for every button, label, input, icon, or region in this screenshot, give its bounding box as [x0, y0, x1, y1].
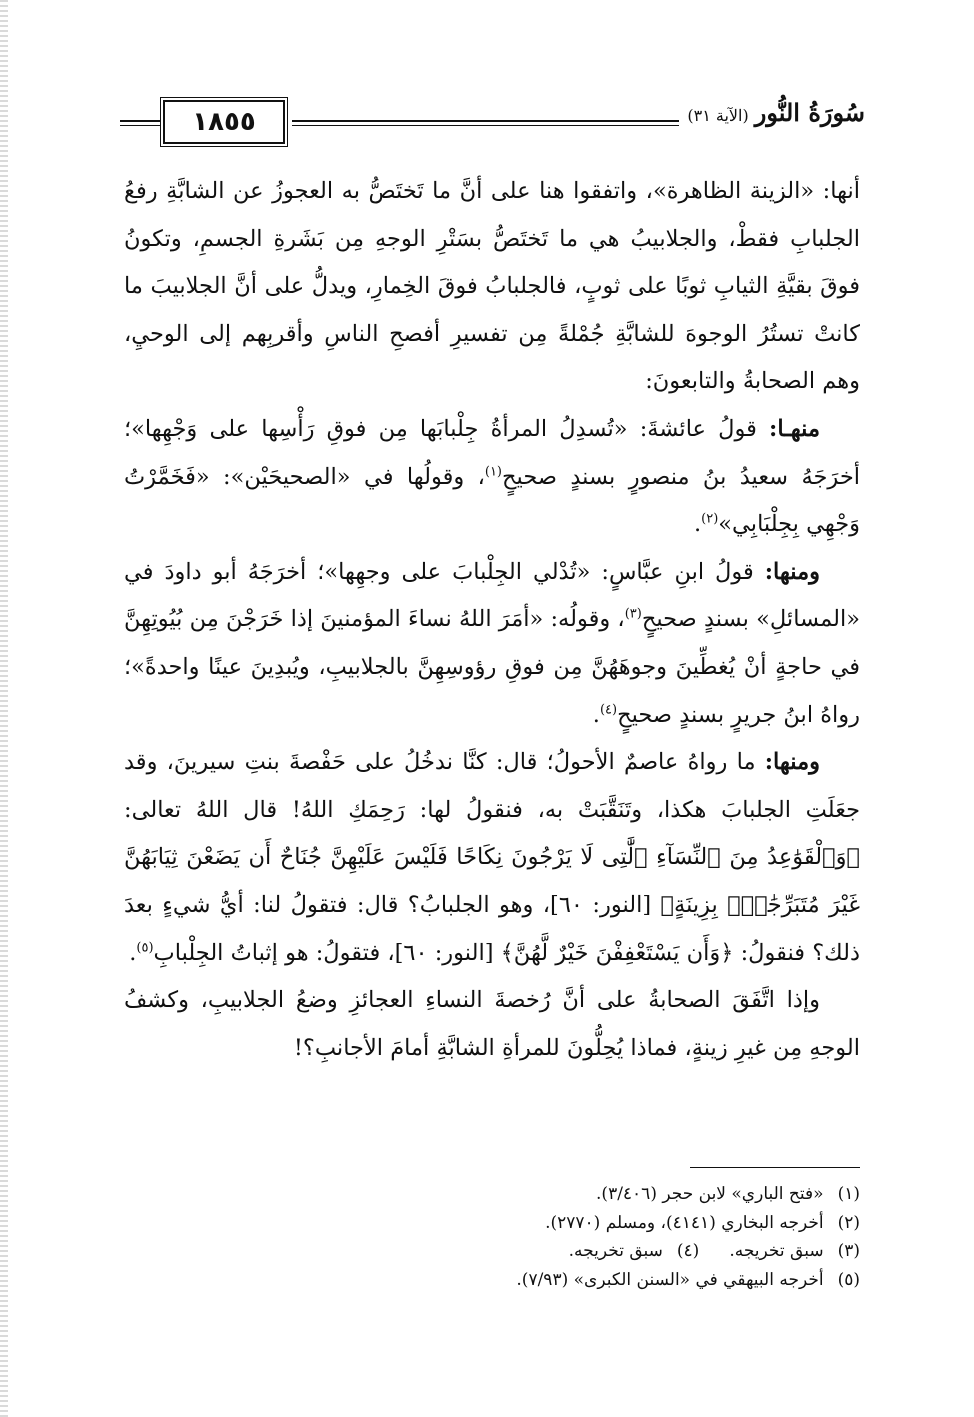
paragraph-text: ما رواهُ عاصمٌ الأحولُ؛ قال: كنَّا ندخُلُ على حَفْصةَ بنتِ سيرينَ، وقد جعَلَتِ الجلبابَ هكذا، وتَنَقَّبَتْ به، فنقولُ لها: رَحِمَكِ اللهُ! قال اللهُ تعالى: ﴿وَٱلْقَوَٰعِدُ مِنَ ٱلنِّسَآءِ ٱلَّٰتِى لَا يَرْجُونَ نِكَاحًا فَلَيْسَ عَلَيْهِنَّ جُنَاحٌ أَن يَضَعْنَ ثِيَابَهُنَّ غَيْرَ مُتَبَرِّجَٰتٍۭ بِزِينَةٍ﴾ [النور: ٦٠]، وهو الجلبابُ؟ قال: فتقولُ لنا: أيُّ شيءٍ بعدَ ذلك؟ فنقولُ: ﴿وَأَن يَسْتَعْفِفْنَ خَيْرٌ لَّهُنَّ﴾ [النور: ٦٠]، فتقولُ: هو إثباتُ الجِلْبابِ — [124, 749, 861, 966]
paragraph-lead: ومنها: — [764, 749, 820, 776]
header-rule-middle — [292, 120, 692, 122]
footnote-ref[interactable]: (٣) — [624, 606, 642, 622]
paragraph-text: ، وقولُه: «أمَرَ اللهُ نساءَ المؤمنينَ إذا خَرَجْنَ مِن بُيُوتِهِنَّ في حاجةٍ أنْ يُغطِّينَ وجوهَهُنَّ مِن فوقِ رؤوسِهِنَّ بالجلابيبِ، ويُبدِينَ عينًا واحدةً»؛ رواهُ ابنُ جريرٍ بسندٍ صحيحٍ — [124, 606, 860, 728]
verse-reference: (الآية ٣١) — [687, 106, 749, 125]
paragraph-lead: منهـا: — [769, 415, 820, 442]
scan-edge-artifact — [0, 0, 8, 1417]
page-number: ١٨٥٥ — [163, 100, 285, 144]
footnote-4 — [569, 1237, 700, 1266]
surah-name: سُورَةُ النُّور — [754, 98, 865, 127]
footnote-row — [320, 1180, 860, 1209]
paragraph-text: . — [693, 511, 702, 538]
footnote-number: (٥) — [837, 1269, 860, 1290]
paragraph-text: قولُ ابنِ عبَّاسٍ: «تُدْلي الجِلْبابَ على وجهِها»؛ أخرَجَهُ أبو داودَ في «المسائلِ» بسندٍ صحيحٍ — [124, 558, 860, 633]
footnote-ref[interactable]: (٢) — [701, 511, 719, 527]
header-rule-middle-thin — [292, 125, 692, 126]
running-header — [120, 94, 865, 146]
header-rule-left-thin — [120, 125, 160, 126]
footnote-text: «فتح الباري» لابن حجر (٣/٤٠٦). — [596, 1184, 824, 1204]
footnote-text: سبق تخريجه. — [729, 1241, 824, 1261]
paragraph-text: أنها: «الزينة الظاهرة»، واتفقوا هنا على أنَّ ما تَختَصُّ به العجوزُ عن الشابَّةِ رفعُ الجلبابِ فقطْ، والجلابيبُ هي ما تَختَصُّ بسَتْرِ الوجهِ مِن بَشَرةِ الجسمِ، وتكونُ فوقَ بقيَّةِ الثيابِ ثوبًا على ثوبٍ، فالجلبابُ فوقَ الخِمارِ، ويدلُّ على أنَّ الجلابيبَ ما كانتْ تستُرُ الوجوهَ للشابَّةِ جُمْلةً مِن تفسيرِ أفصحِ الناسِ وأقربِهم إلى الوحيِ، وهم الصحابةُ والتابعونَ: — [124, 178, 860, 395]
paragraph-asim — [124, 739, 860, 977]
footnote-ref[interactable]: (١) — [484, 464, 502, 480]
paragraph-text: . — [592, 701, 600, 728]
footnote-text: أخرجه البخاري (٤١٤١)، ومسلم (٢٧٧٠). — [545, 1212, 824, 1233]
footnote-number: (٢) — [837, 1212, 860, 1233]
footnote-row — [320, 1266, 860, 1295]
footnotes — [320, 1180, 860, 1294]
paragraph-intro — [124, 168, 860, 406]
paragraph-aisha — [124, 406, 860, 549]
footnote-number: (٣) — [837, 1241, 860, 1261]
paragraph-text: قولُ عائشةَ: «تُسدِلُ المرأةُ جِلْبابَها مِن فوقِ رَأْسِها على وَجْهِها»؛ أخرَجَهُ سعيدُ بنُ منصورٍ بسندٍ صحيحٍ — [124, 415, 860, 490]
header-rule-left — [120, 120, 160, 122]
footnote-2 — [545, 1209, 860, 1238]
footnote-ref[interactable]: (٤) — [599, 702, 618, 718]
footnote-text: سبق تخريجه. — [568, 1241, 663, 1261]
footnote-5 — [516, 1266, 860, 1295]
paragraph-conclusion — [124, 977, 860, 1072]
paragraph-text: ، وقولُها في «الصحيحَيْن»: «فَخَمَّرْتُ وَجْهِي بِجِلْبَابِي» — [124, 463, 860, 538]
footnote-separator — [690, 1167, 860, 1168]
footnote-row — [320, 1237, 860, 1266]
paragraph-ibn-abbas — [124, 549, 860, 739]
surah-title — [679, 98, 865, 127]
footnote-number: (٤) — [676, 1241, 700, 1261]
footnote-number: (١) — [837, 1184, 860, 1204]
footnote-1 — [596, 1180, 860, 1209]
footnote-ref[interactable]: (٥) — [136, 940, 154, 955]
footnote-3 — [729, 1237, 860, 1266]
main-text — [124, 168, 860, 1072]
footnote-text: أخرجه البيهقي في «السنن الكبرى» (٧/٩٣). — [516, 1269, 824, 1290]
paragraph-text: وإذا اتَّفَقَ الصحابةُ على أنَّ رُخصةَ النساءِ العجائزِ وضعُ الجلابيبِ، وكشفُ الوجهِ مِن غيرِ زينةٍ، فماذا يُحِلُّونَ للمرأةِ الشابَّةِ أمامَ الأجانبِ؟! — [124, 987, 860, 1061]
paragraph-lead: ومنها: — [764, 558, 820, 585]
footnote-row — [320, 1209, 860, 1238]
paragraph-text: . — [129, 939, 137, 966]
